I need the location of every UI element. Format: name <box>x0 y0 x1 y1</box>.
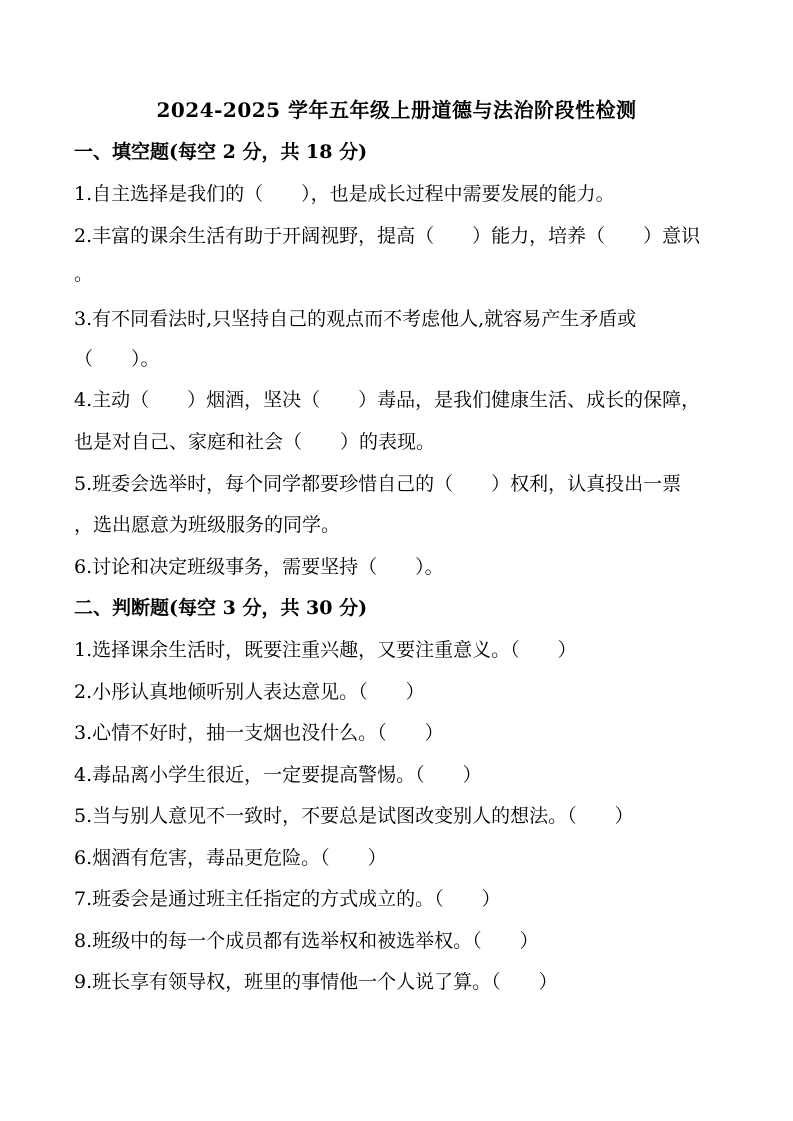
question-line: ，选出愿意为班级服务的同学。 <box>74 514 341 536</box>
section-heading-fill-blank: 一、填空题(每空 2 分，共 18 分) <box>74 141 368 163</box>
question-line: 9.班长享有领导权，班里的事情他一个人说了算。（ ） <box>74 971 558 993</box>
question-line: 5.班委会选举时，每个同学都要珍惜自己的（ ）权利，认真投出一票 <box>74 473 682 495</box>
question-line: 1.选择课余生活时，既要注重兴趣，又要注重意义。（ ） <box>74 639 577 661</box>
question-line: （ ）。 <box>74 348 160 370</box>
question-line: 。 <box>74 263 94 285</box>
question-line: 也是对自己、家庭和社会（ ）的表现。 <box>74 431 436 453</box>
section-heading-true-false: 二、判断题(每空 3 分，共 30 分) <box>74 597 368 619</box>
question-line: 7.班委会是通过班主任指定的方式成立的。（ ） <box>74 888 501 910</box>
question-line: 2.丰富的课余生活有助于开阔视野，提高（ ）能力，培养（ ）意识 <box>74 225 701 247</box>
question-line: 6.讨论和决定班级事务，需要坚持（ ）。 <box>74 556 444 578</box>
question-line: 4.毒品离小学生很近，一定要提高警惕。（ ） <box>74 764 482 786</box>
page-title: 2024-2025 学年五年级上册道德与法治阶段性检测 <box>156 98 637 122</box>
question-line: 8.班级中的每一个成员都有选举权和被选举权。（ ） <box>74 930 539 952</box>
question-line: 2.小彤认真地倾听别人表达意见。（ ） <box>74 681 425 703</box>
question-line: 4.主动（ ）烟酒，坚决（ ）毒品，是我们健康生活、成长的保障， <box>74 389 701 411</box>
question-line: 6.烟酒有危害，毒品更危险。（ ） <box>74 847 387 869</box>
question-line: 5.当与别人意见不一致时，不要总是试图改变别人的想法。（ ） <box>74 805 634 827</box>
question-line: 1.自主选择是我们的（ ），也是成长过程中需要发展的能力。 <box>74 183 615 205</box>
question-line: 3.心情不好时，抽一支烟也没什么。（ ） <box>74 722 444 744</box>
question-line: 3.有不同看法时,只坚持自己的观点而不考虑他人,就容易产生矛盾或 <box>74 308 637 330</box>
